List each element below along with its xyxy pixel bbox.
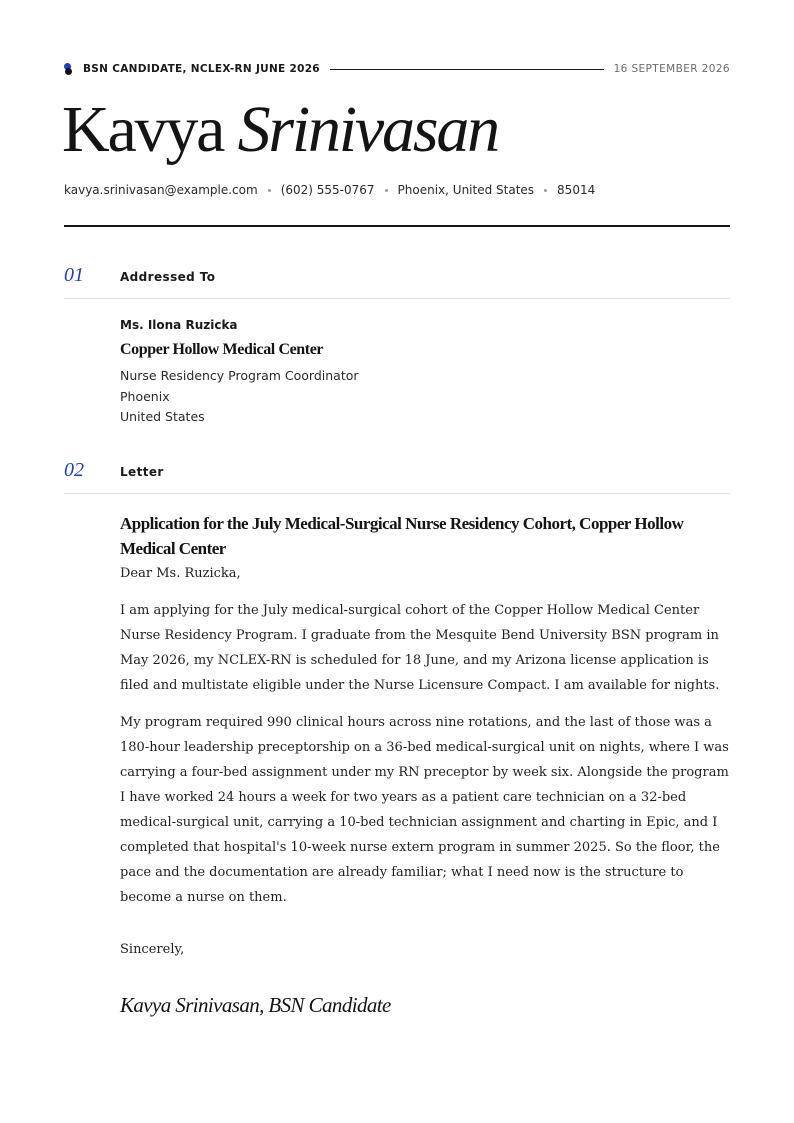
letter-date: 16 SEPTEMBER 2026 (613, 63, 730, 75)
recipient-organization: Copper Hollow Medical Center (120, 341, 324, 358)
section-letter (64, 459, 730, 494)
recipient-country: United States (120, 409, 205, 424)
letter-subject: Application for the July Medical-Surgical Nurse Residency Cohort, Copper Hollow Medical Center (120, 514, 684, 558)
section-title: Addressed To (120, 270, 216, 284)
recipient-name: Ms. Ilona Ruzicka (120, 318, 238, 332)
header-meta-row (64, 61, 730, 77)
bullet-dots-icon (64, 62, 74, 76)
separator-dot-icon (544, 189, 547, 192)
first-name: Kavya (62, 93, 224, 166)
section-addressed-to (64, 264, 730, 299)
header-divider (64, 225, 730, 227)
letter-signature: Kavya Srinivasan, BSN Candidate (120, 993, 391, 1017)
section-number: 02 (64, 459, 84, 481)
recipient-title: Nurse Residency Program Coordinator (120, 368, 359, 383)
section-title: Letter (120, 465, 164, 479)
separator-dot-icon (268, 189, 271, 192)
letter-body (120, 511, 732, 1018)
meta-divider (330, 69, 604, 70)
last-name: Srinivasan (237, 93, 498, 166)
contact-phone[interactable]: (602) 555-0767 (280, 183, 375, 197)
applicant-name (62, 92, 498, 168)
candidate-line: BSN CANDIDATE, NCLEX-RN JUNE 2026 (83, 63, 320, 75)
contact-line (64, 183, 595, 197)
letter-closing: Sincerely, (120, 942, 185, 957)
section-number: 01 (64, 264, 84, 286)
contact-location: Phoenix, United States (397, 183, 535, 197)
letter-paragraph: I am applying for the July medical-surgical cohort of the Copper Hollow Medical Center Nurse Residency Program. I graduate from the Mesquite Bend University BSN program in May 2026, my NCLEX-RN is scheduled for 18 June, and my Arizona license application is filed and multistate eligible under the Nurse Licensure Compact. I am available for nights. (120, 603, 720, 693)
letter-paragraph: My program required 990 clinical hours across nine rotations, and the last of those was a 180-hour leadership preceptorship on a 36-bed medical-surgical unit on nights, where I was carrying a four-bed assignment under my RN preceptor by week six. Alongside the program I have worked 24 hours a week for two years as a patient care technician on a 32-bed medical-surgical unit, carrying a 10-bed technician assignment and charting in Epic, and I completed that hospital's 10-week nurse extern program in summer 2025. So the floor, the pace and the documentation are already familiar; what I need now is the structure to become a nurse on them. (120, 715, 729, 905)
separator-dot-icon (385, 189, 388, 192)
contact-email[interactable]: kavya.srinivasan@example.com (64, 183, 258, 197)
letter-salutation: Dear Ms. Ruzicka, (120, 566, 241, 581)
recipient-city: Phoenix (120, 388, 170, 404)
recipient-block (120, 317, 720, 428)
contact-zip: 85014 (557, 183, 596, 197)
